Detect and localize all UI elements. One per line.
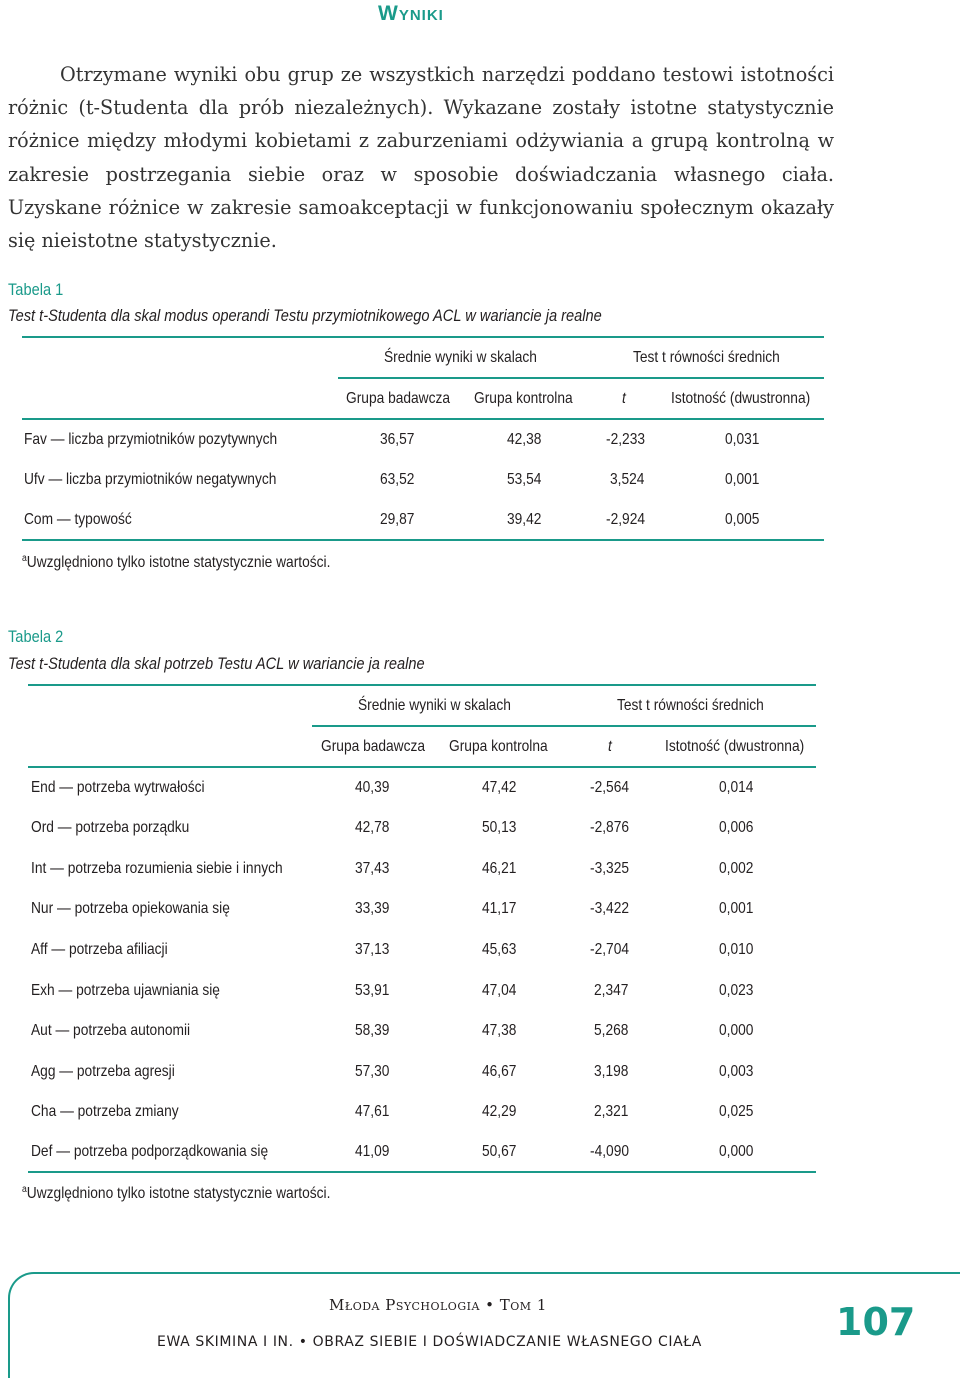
table2-row-label: Ord — potrzeba porządku [31,819,190,836]
table1-cell: 0,031 [725,431,760,448]
table2-row-label: Nur — potrzeba opiekowania się [31,900,230,917]
table1-mid-rule [338,377,824,379]
table2-cell: 0,001 [719,900,754,917]
table2-cell: 41,17 [482,900,517,917]
table2-cell: 2,347 [594,982,629,999]
table2-cell: -2,704 [590,941,630,958]
table2-cell: 42,78 [355,819,390,836]
table1-note-marker: a [22,553,27,564]
table2-header-rule [28,766,816,768]
table2-cell: 37,13 [355,941,390,958]
table1-cell: 0,001 [725,471,760,488]
table2-caption: Test t-Studenta dla skal potrzeb Testu ACL w wariancie ja realne [8,654,425,673]
table1-cell: 63,52 [380,471,415,488]
table2-cell: 41,09 [355,1143,390,1160]
table2-cell: 47,42 [482,779,517,796]
table2-row-label: Def — potrzeba podporządkowania się [31,1143,269,1160]
table1-row-label: Com — typowość [24,511,132,528]
page-number: 107 [836,1300,916,1344]
table1-label: Tabela 1 [8,280,64,299]
table2-cell: 47,38 [482,1022,517,1039]
table1-col-header: Grupa badawcza [346,390,451,407]
table2-cell: 40,39 [355,779,390,796]
table1-cell: -2,233 [606,431,646,448]
table2-cell: 0,014 [719,779,754,796]
table2-label: Tabela 2 [8,627,64,646]
table2-cell: 42,29 [482,1103,517,1120]
table2-cell: 0,006 [719,819,754,836]
footer-authors: EWA SKIMINA I IN. • OBRAZ SIEBIE I DOŚWIADCZANIE WŁASNEGO CIAŁA [157,1334,702,1350]
table2-cell: -2,564 [590,779,630,796]
table2-note [22,1184,330,1203]
paragraph-text: Otrzymane wyniki obu grup ze wszystkich narzędzi poddano testowi istotności różnic (t-Studenta dla prób niezależnych). Wykazane zostały istotne statystycznie różnice między młodymi kobietami z zaburzeniami odżywiania a grupą kontrolną w zakresie postrzegania siebie oraz w sposobie doświadczania własnego ciała. Uzyskane różnice w zakresie samoakceptacji w funkcjonowaniu społecznym okazały się nieistotne statystycznie. [8,63,834,253]
table2-cell: 57,30 [355,1063,390,1080]
table2-col-header: Grupa kontrolna [449,738,548,755]
table2-header-means: Średnie wyniki w skalach [358,697,511,714]
table2-note-marker: a [22,1184,27,1195]
table2-cell: 2,321 [594,1103,629,1120]
table2-cell: 47,61 [355,1103,390,1120]
table2-cell: -3,325 [590,860,630,877]
table2-note-text: Uwzględniono tylko istotne statystycznie wartości. [26,1185,331,1202]
table2-row-label: Int — potrzeba rozumienia siebie i innych [31,860,283,877]
table2-cell: 50,67 [482,1143,517,1160]
table2-row-label: Exh — potrzeba ujawniania się [31,982,220,999]
table2-row-label: Agg — potrzeba agresji [31,1063,175,1080]
table2-cell: 53,91 [355,982,390,999]
table1-header-rule [22,418,824,420]
table1-col-header: Istotność (dwustronna) [671,390,811,407]
table2-cell: 0,003 [719,1063,754,1080]
table1-header-means: Średnie wyniki w skalach [384,349,537,366]
table1-note [22,553,330,572]
table2-cell: 47,04 [482,982,517,999]
table2-header-test: Test t równości średnich [617,697,764,714]
table1-header-test: Test t równości średnich [633,349,780,366]
table1-cell: 42,38 [507,431,542,448]
table2-cell: -4,090 [590,1143,630,1160]
table1-note-text: Uwzględniono tylko istotne statystycznie wartości. [26,554,331,571]
table1-cell: 29,87 [380,511,415,528]
body-paragraph [8,58,834,257]
table2-cell: 46,21 [482,860,517,877]
table2-col-header: Grupa badawcza [321,738,426,755]
table1-col-header: t [622,390,626,407]
table2-cell: 33,39 [355,900,390,917]
table2-bottom-rule [28,1171,816,1173]
table1-cell: -2,924 [606,511,646,528]
table2-cell: 58,39 [355,1022,390,1039]
table1-row-label: Fav — liczba przymiotników pozytywnych [24,431,278,448]
table2-cell: -3,422 [590,900,630,917]
table2-mid-rule [312,725,816,727]
table2-top-rule [28,684,816,686]
table1-row-label: Ufv — liczba przymiotników negatywnych [24,471,277,488]
table2-row-label: End — potrzeba wytrwałości [31,779,205,796]
section-title: Wyniki [378,2,444,25]
table2-cell: 46,67 [482,1063,517,1080]
table2-cell: 37,43 [355,860,390,877]
footer-journal: Młoda Psychologia • Tom 1 [329,1296,547,1314]
table1-cell: 3,524 [610,471,645,488]
table1-cell: 53,54 [507,471,542,488]
table2-cell: 0,010 [719,941,754,958]
table2-col-header: Istotność (dwustronna) [665,738,805,755]
table1-caption: Test t-Studenta dla skal modus operandi Testu przymiotnikowego ACL w wariancie ja realne [8,306,602,325]
table2-row-label: Aff — potrzeba afiliacji [31,941,168,958]
table1-top-rule [22,336,824,338]
table2-cell: -2,876 [590,819,630,836]
table1-bottom-rule [22,539,824,541]
table2-row-label: Cha — potrzeba zmiany [31,1103,179,1120]
table1-cell: 0,005 [725,511,760,528]
table2-cell: 0,000 [719,1143,754,1160]
table1-cell: 39,42 [507,511,542,528]
table2-cell: 3,198 [594,1063,629,1080]
table2-cell: 0,023 [719,982,754,999]
table2-col-header: t [608,738,612,755]
table1-col-header: Grupa kontrolna [474,390,573,407]
table2-cell: 0,000 [719,1022,754,1039]
table2-cell: 50,13 [482,819,517,836]
table2-row-label: Aut — potrzeba autonomii [31,1022,191,1039]
table1-cell: 36,57 [380,431,415,448]
footer-frame [8,1272,960,1378]
table2-cell: 0,025 [719,1103,754,1120]
table2-cell: 0,002 [719,860,754,877]
table2-cell: 5,268 [594,1022,629,1039]
table2-cell: 45,63 [482,941,517,958]
